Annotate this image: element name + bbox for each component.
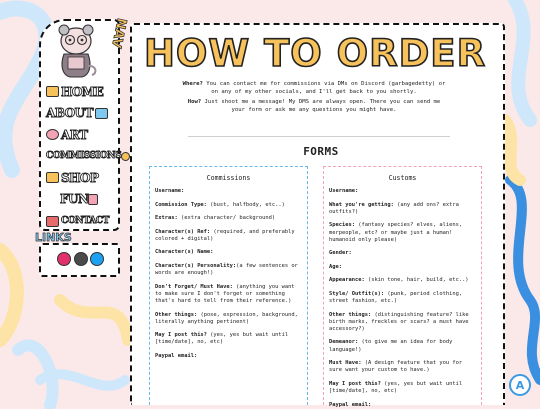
form-field	[329, 264, 476, 271]
form-field	[155, 215, 302, 222]
avatar	[52, 21, 100, 79]
form-field	[155, 284, 302, 306]
nav-item-label: COMMISSIONS	[46, 151, 122, 162]
form-field-label: Character(s) Personality:	[155, 262, 237, 269]
form-field-label: Paypal email:	[329, 401, 372, 408]
form-field	[155, 229, 302, 243]
nav-item-fun[interactable]	[46, 190, 120, 209]
paint-icon	[88, 194, 98, 205]
form-field-label: What you're getting:	[329, 201, 394, 208]
nav-item-shop[interactable]	[46, 168, 120, 187]
form-field-hint: (A design feature that you for sure want your custom to have.)	[329, 360, 463, 374]
form-field	[155, 353, 302, 360]
form-field-label: Appearance:	[329, 277, 365, 284]
form-field-label: Extras:	[155, 215, 178, 222]
form-field-hint: (pose, expression, background, literally anything pertinent)	[155, 311, 298, 325]
palette-icon	[46, 129, 59, 140]
form-field-label: Don't Forget/ Must Have:	[155, 283, 233, 290]
form-field-label: Species:	[329, 222, 355, 229]
nav-item-label: FUN	[60, 192, 89, 207]
form-field-label: Commission Type:	[155, 201, 207, 208]
nav-item-home[interactable]	[46, 82, 120, 101]
form-field-hint: (yes, yes but wait until [time/date], no, etc)	[329, 380, 463, 395]
intro-how-lead: How?	[187, 99, 202, 105]
page-title-text: HOW TO ORDER	[143, 32, 487, 75]
form-field	[329, 250, 476, 257]
intro-where-text: You can contact me for commissions via DMs on Discord (garbagedetty) or on any of my other socials, and I'll get back to you shortly.	[202, 81, 446, 95]
form-field-label: Gender:	[329, 250, 352, 257]
form-field-label: Style/ Outfit(s):	[329, 290, 385, 297]
discord-icon[interactable]	[74, 252, 88, 266]
form-field-label: Paypal email:	[155, 352, 198, 359]
intro-how	[180, 98, 448, 114]
nav-item-label: ABOUT	[46, 106, 94, 121]
scroll-top-label: A	[515, 378, 525, 392]
nav-list	[46, 82, 120, 233]
form-field-hint: (punk, period clothing, street fashion, etc.)	[329, 290, 463, 305]
nav-side-label: NAV	[107, 16, 129, 50]
mail-icon	[46, 216, 59, 227]
form-field	[329, 360, 476, 374]
form-field-label: Username:	[329, 188, 359, 195]
forms-title: FORMS	[303, 145, 339, 158]
form-field-label: Character(s) Name:	[155, 249, 214, 256]
nav-item-label: SHOP	[61, 170, 99, 185]
customs-title: Customs	[388, 174, 417, 182]
home-icon	[46, 86, 59, 97]
scroll-top-button[interactable]	[509, 374, 531, 396]
form-field	[329, 312, 476, 334]
form-field-label: May I post this?	[329, 380, 381, 387]
customs-fields	[329, 188, 476, 409]
form-field	[329, 202, 476, 216]
form-field	[329, 381, 476, 395]
form-field-label: Age:	[329, 263, 342, 270]
form-field	[155, 332, 302, 346]
instagram-icon[interactable]	[57, 252, 71, 266]
form-field	[155, 263, 302, 277]
nav-item-contact[interactable]	[46, 212, 120, 231]
form-field-label: May I post this?	[155, 332, 207, 339]
form-field	[329, 222, 476, 244]
form-field	[329, 277, 476, 284]
form-field-label: Username:	[155, 188, 185, 195]
nav-item-about[interactable]	[46, 104, 120, 123]
nav-item-label: HOME	[61, 84, 104, 99]
form-field	[329, 188, 476, 195]
form-field-hint: (any add ons? extra outfits?)	[329, 201, 459, 215]
intro-where	[180, 80, 448, 96]
divider	[188, 136, 450, 137]
form-field-hint: (distinguishing feature? like birth marks, freckles or scars? a must have accessory?)	[329, 311, 469, 332]
info-icon	[95, 108, 108, 119]
nav-item-label: ART	[61, 127, 88, 142]
form-field-hint: (extra character/ background)	[177, 215, 276, 222]
form-field-label: Character(s) Ref:	[155, 228, 211, 235]
form-field-hint: (fantasy species? elves, aliens, merpeople, etc? or maybe just a human! humanoid only please)	[329, 222, 463, 243]
form-field-hint: (to give me an idea for body language!)	[329, 339, 453, 353]
form-field-hint: (bust, halfbody, etc..)	[206, 201, 285, 208]
form-field	[155, 312, 302, 326]
form-field-hint: (anything you want to make sure I don't forget or something that's hard to tell from their reference.)	[155, 283, 295, 305]
form-field	[155, 249, 302, 256]
shop-icon	[46, 172, 59, 183]
nav-item-label: CONTACT	[61, 216, 110, 227]
form-field-label: Must Have:	[329, 360, 362, 367]
form-field	[155, 202, 302, 209]
intro-where-lead: Where?	[182, 81, 203, 87]
links-title: LINKS	[35, 231, 72, 244]
commissions-fields	[155, 188, 302, 360]
commissions-title: Commissions	[206, 174, 251, 182]
form-field-label: Other things:	[155, 311, 198, 318]
form-field	[329, 402, 476, 409]
intro-how-text: Just shoot me a message! My DMS are always open. There you can send me your form or ask me any questions you might have.	[201, 99, 441, 113]
nav-item-commissions[interactable]	[46, 147, 120, 166]
form-field-label: Demeanor:	[329, 339, 359, 346]
form-field-hint: (required, and preferably colored + digital)	[155, 228, 295, 242]
form-field-label: Other things:	[329, 311, 372, 318]
form-field-hint: (skin tone, hair, build, etc..)	[364, 277, 469, 284]
form-field	[329, 339, 476, 353]
form-field	[329, 291, 476, 305]
twitter-icon[interactable]	[90, 252, 104, 266]
customs-form	[323, 166, 482, 408]
page-title	[143, 30, 487, 75]
form-field	[155, 188, 302, 195]
commissions-form	[149, 166, 308, 405]
form-field-hint: (a few sentences or words are enough!)	[155, 262, 298, 277]
form-field-hint: (yes, yes but wait until [time/date], no, etc)	[155, 332, 289, 346]
nav-item-art[interactable]	[46, 125, 120, 144]
